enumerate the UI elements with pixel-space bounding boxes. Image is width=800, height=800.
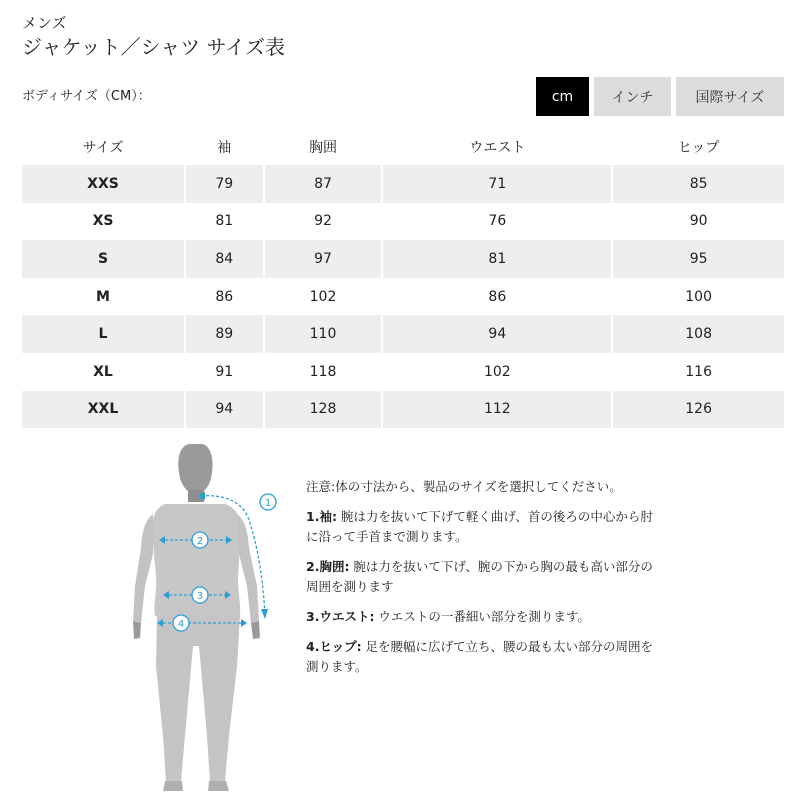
header-chest: 胸囲 — [263, 129, 382, 165]
waist-cell: 112 — [381, 391, 611, 429]
hip-cell: 108 — [611, 315, 784, 353]
notes-intro: 注意:体の寸法から、製品のサイズを選択してください。 — [306, 479, 622, 494]
gender-label: メンズ — [22, 14, 67, 32]
body-size-label: ボディサイズ（CM）： — [22, 89, 151, 104]
note-chest-text: 腕は力を抜いて下げ、腕の下から胸の最も高い部分の周囲を測ります — [306, 559, 653, 594]
header-size: サイズ — [82, 140, 124, 156]
chest-cell: 128 — [263, 391, 382, 429]
hip-cell: 95 — [611, 240, 784, 278]
marker-2-label: 2 — [196, 536, 204, 547]
note-sleeve-label: 1.袖: — [306, 509, 337, 524]
waist-cell: 86 — [381, 278, 611, 316]
chest-cell: 92 — [263, 203, 382, 241]
sleeve-cell: 81 — [184, 203, 263, 241]
unit-tab-inch[interactable]: インチ — [594, 77, 671, 116]
size-table — [22, 129, 784, 428]
size-cell: XXS — [22, 165, 184, 203]
sleeve-cell: 94 — [184, 391, 263, 429]
chest-cell: 97 — [263, 240, 382, 278]
table-row — [22, 278, 784, 316]
note-sleeve — [306, 507, 661, 547]
size-cell: M — [96, 288, 110, 305]
waist-cell: 102 — [381, 353, 611, 391]
sleeve-cell: 89 — [184, 315, 263, 353]
unit-tab-international[interactable]: 国際サイズ — [676, 77, 784, 116]
sleeve-cell: 84 — [184, 240, 263, 278]
figure-legs — [156, 616, 240, 781]
header-sleeve: 袖 — [184, 129, 263, 165]
size-cell: XL — [93, 363, 113, 380]
hip-cell: 90 — [611, 203, 784, 241]
note-waist — [306, 607, 661, 627]
header-hip: ヒップ — [611, 129, 784, 165]
body-measurement-figure — [125, 436, 285, 796]
note-sleeve-text: 腕は力を抜いて下げて軽く曲げ、首の後ろの中心から肘に沿って手首まで測ります。 — [306, 509, 653, 544]
note-hip-text: 足を腰幅に広げて立ち、腰の最も太い部分の周囲を測ります。 — [306, 639, 654, 674]
chest-cell: 102 — [263, 278, 382, 316]
note-chest-label: 2.胸囲: — [306, 559, 350, 574]
marker-4-label: 4 — [177, 619, 185, 630]
hip-cell: 85 — [611, 165, 784, 203]
page-title: ジャケット／シャツ サイズ表 — [22, 35, 285, 59]
waist-cell: 94 — [381, 315, 611, 353]
sleeve-cell: 91 — [184, 353, 263, 391]
table-row — [22, 203, 784, 241]
table-row — [22, 240, 784, 278]
hip-cell: 126 — [611, 391, 784, 429]
sleeve-cell: 79 — [184, 165, 263, 203]
hip-cell: 100 — [611, 278, 784, 316]
note-hip-label: 4.ヒップ: — [306, 639, 362, 654]
figure-feet — [163, 781, 229, 791]
measurement-notes — [306, 477, 661, 687]
note-waist-text: ウエストの一番細い部分を測ります。 — [374, 609, 590, 624]
waist-cell: 71 — [381, 165, 611, 203]
marker-1-label: 1 — [264, 498, 272, 509]
header-waist: ウエスト — [381, 129, 611, 165]
figure-left-hand — [133, 621, 141, 639]
table-row — [22, 353, 784, 391]
waist-cell: 81 — [381, 240, 611, 278]
unit-tab-cm[interactable]: cm — [536, 77, 589, 116]
figure-left-arm — [133, 514, 153, 623]
table-row — [22, 391, 784, 429]
size-cell: L — [22, 315, 184, 353]
sleeve-cell: 86 — [184, 278, 263, 316]
note-hip — [306, 637, 661, 677]
table-row — [22, 315, 784, 353]
figure-right-arm — [237, 514, 259, 623]
hip-cell: 116 — [611, 353, 784, 391]
waist-cell: 76 — [381, 203, 611, 241]
figure-right-hand — [251, 621, 260, 639]
size-cell: XS — [92, 213, 114, 230]
size-cell: XXL — [22, 391, 184, 429]
size-cell: S — [22, 240, 184, 278]
chest-cell: 110 — [263, 315, 382, 353]
note-chest — [306, 557, 661, 597]
chest-cell: 118 — [263, 353, 382, 391]
table-row — [22, 165, 784, 203]
note-waist-label: 3.ウエスト: — [306, 609, 375, 624]
marker-3-label: 3 — [196, 591, 204, 602]
chest-cell: 87 — [263, 165, 382, 203]
figure-head — [178, 444, 212, 494]
table-header-row — [22, 129, 784, 165]
